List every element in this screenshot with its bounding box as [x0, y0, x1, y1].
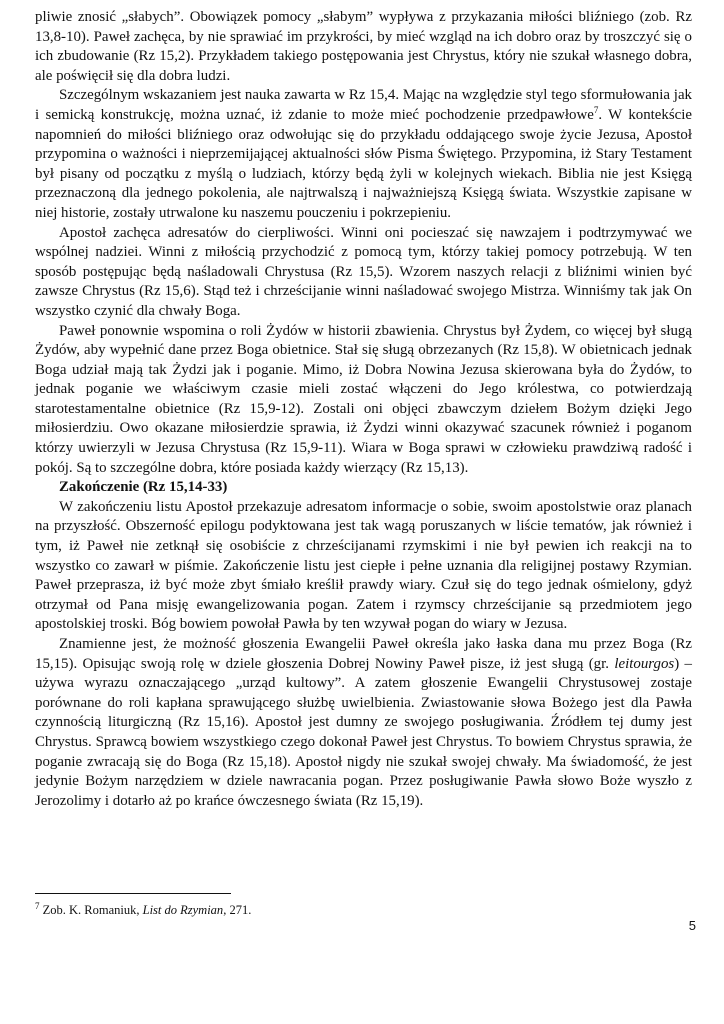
section-paragraph-2-text-b: ) – używa wyrazu oznaczającego „urząd kultowy”. A zatem głoszenie Ewangelii Chrystusowej zostaje porównane do roli kapłana sprawującego służbę uwielbienia. Zwiastowanie słowa Bożego jest dla Pawła czynnością liturgiczną (Rz 15,16). Apostoł jest dumny ze swojego posługiwania. Źródłem tej dumy jest Chrystus. Sprawcą bowiem wszystkiego czego dokonał Paweł jest Chrystus. To bowiem Chrystus sprawia, że poganie zwracają się do Boga (Rz 15,18). Apostoł nigdy nie szukał swojej chwały. Ma świadomość, że jest jedynie Bożym narzędziem w dziele nawracania pogan. Przez posługiwanie Pawła słowo Boże wyszło z Jerozolimy i dotarło aż po krańce ówczesnego świata (Rz 15,19).	[35, 655, 692, 809]
footnote	[35, 902, 675, 918]
paragraph-3: Apostoł zachęca adresatów do cierpliwości. Winni oni pocieszać się nawzajem i podtrzymywać we wspólnej nadziei. Winni z miłością przychodzić z pomocą tym, którzy takiej pomocy potrzebują. W ten sposób postępując będą naśladowali Chrystusa (Rz 15,5). Wzorem naszych relacji z bliźnimi winien być zawsze Chrystus (Rz 15,6). Stąd też i chrześcijanie winni naśladować swojego Mistrza. Winniśmy tak jak On wszystko czynić dla chwały Boga.	[35, 224, 692, 319]
paragraph-1: pliwie znosić „słabych”. Obowiązek pomocy „słabym” wypływa z przykazania miłości bliźniego (zob. Rz 13,8-10). Paweł zachęca, by nie sprawiać im przykrości, by mieć wzgląd na ich dobro oraz by troszczyć się o ich zbudowanie (Rz 15,2). Przykładem takiego postępowania jest Chrystus, który nie szukał własnego dobra, ale poświęcił się dla dobra ludzi.	[35, 9, 692, 84]
footnote-book-title: List do Rzymian	[142, 903, 224, 917]
section-paragraph-2-text-a: Znamienne jest, że możność głoszenia Ewangelii Paweł określa jako łaska dana mu przez Boga (Rz 15,15). Opisując swoją rolę w dziele głoszenia Dobrej Nowiny Paweł pisze, iż jest sługą (gr.	[35, 636, 692, 672]
greek-term: leitourgos	[614, 655, 675, 672]
body-text	[35, 8, 692, 811]
section-heading: Zakończenie (Rz 15,14-33)	[59, 479, 228, 496]
footnote-reference: 7	[593, 105, 599, 115]
paragraph-4: Paweł ponownie wspomina o roli Żydów w historii zbawienia. Chrystus był Żydem, co więcej był sługą Żydów, aby wypełnić dane przez Boga obietnice. Stał się sługą obrzezanych (Rz 15,8). W obietnicach jednak Boga udział mają tak Żydzi jak i poganie. Mimo, iż Dobra Nowina Jezusa skierowana była do Żydów, to jednak poganie we właściwym czasie mieli zostać włączeni do Jego królestwa, co potwierdzają starotestamentalne obietnice (Rz 15,9-12). Zostali oni objęci zbawczym dziełem Bożym dzięki Jego miłosierdziu. Owo okazane miłosierdzie sprawia, iż Żydzi winni okazywać szacunek również i poganom którzy uwierzyli w Jezusa Chrystusa (Rz 15,9-11). Wiara w Boga sprawi w człowieku prawdziwą radość i pokój. Są to szczególne dobra, które posiada każdy wierzący (Rz 15,13).	[35, 322, 692, 476]
footnote-text-b: , 271.	[223, 903, 252, 917]
page-number: 5	[688, 918, 696, 933]
paragraph-2-text-b: . W kontekście napomnień do miłości bliźniego oraz odwołując się do przykładu oddającego swoje życie Jezusa, Apostoł przypomina o ważności i nieprzemijającej aktualności słów Pisma Świętego. Przypomina, iż Stary Testament był pisany od początku z myślą o ludziach, którzy będą żyli w kolejnych wiekach. Biblia nie jest Księgą przeznaczoną dla jednego pokolenia, ale najtrwalszą i najważniejszą Księgą świata. Wszystkie zapisane w niej historie, zostały utrwalone ku naszemu pouczeniu i pokrzepieniu.	[35, 106, 692, 221]
footnote-separator	[35, 893, 231, 894]
paragraph-2	[35, 86, 692, 223]
footnote-text-a: Zob. K. Romaniuk,	[39, 903, 143, 917]
section-paragraph-1: W zakończeniu listu Apostoł przekazuje adresatom informacje o sobie, swoim apostolstwie oraz planach na przyszłość. Obszerność epilogu podyktowana jest tak wagą poruszanych w liście tematów, jak również i tym, iż Paweł nie zetknął się osobiście z chrześcijanami rzymskimi i nie był pewien ich reakcji na to wszystko co zawarł w piśmie. Zakończenie listu jest ciepłe i pełne uznania dla religijnej postawy Rzymian. Paweł przeprasza, iż być może zbyt śmiało kreślił prawdy wiary. Czuł się do tego jednak ośmielony, gdyż otrzymał od Pana misję ewangelizowania pogan. Zatem i rzymscy chrześcijanie są przedmiotem jego apostolskiej troski. Bóg bowiem powołał Pawła by ten wzywał pogan do wiary w Jezusa.	[35, 498, 692, 633]
section-paragraph-2	[35, 635, 692, 811]
paragraph-2-text-a: Szczególnym wskazaniem jest nauka zawarta w Rz 15,4. Mając na względzie styl tego sformułowania jak i semicką konstrukcję, można uznać, iż zdanie to może mieć pochodzenie przedpawłowe	[35, 87, 692, 123]
footnote-number: 7	[35, 900, 40, 911]
